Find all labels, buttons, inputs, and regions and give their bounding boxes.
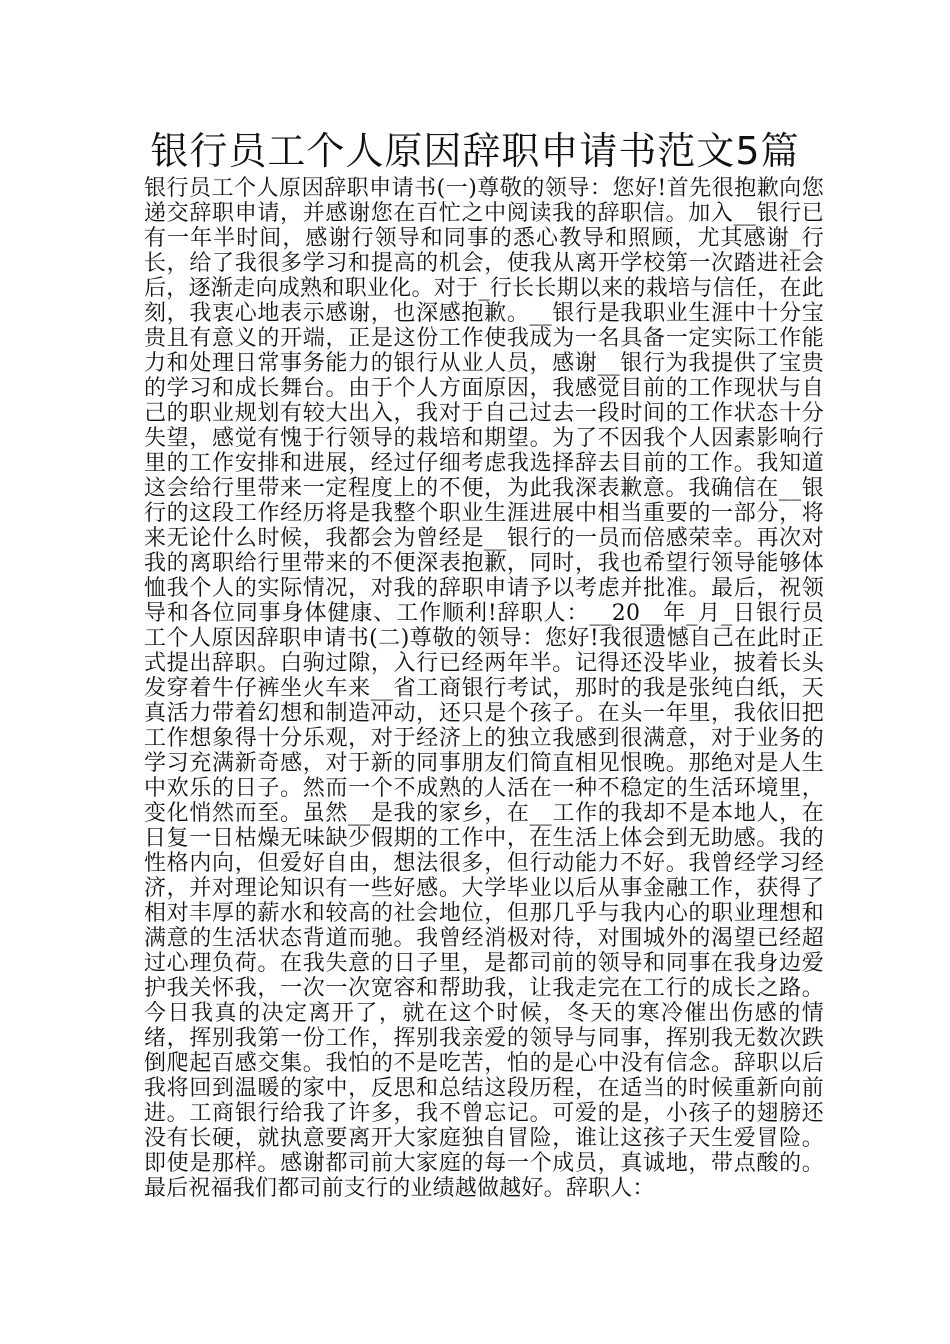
document-body-text: 银行员工个人原因辞职申请书(一)尊敬的领导：您好!首先很抱歉向您递交辞职申请，并感谢您在百忙之中阅读我的辞职信。加入__银行已有一年半时间，感谢行领导和同事的悉心教导和照顾，尤其感谢_行长，给了我很多学习和提高的机会，使我从离开学校第一次踏进社会后，逐渐走向成熟和职业化。对于_行长长期以来的栽培与信任，在此刻，我衷心地表示感谢，也深感抱歉。__银行是我职业生涯中十分宝贵且有意义的开端，正是这份工作使我成为一名具备一定实际工作能力和处理日常事务能力的银行从业人员，感谢__银行为我提供了宝贵的学习和成长舞台。由于个人方面原因，我感觉目前的工作现状与自己的职业规划有较大出入，我对于自己过去一段时间的工作状态十分失望，感觉有愧于行领导的栽培和期望。为了不因我个人因素影响行里的工作安排和进展，经过仔细考虑我选择辞去目前的工作。我知道这会给行里带来一定程度上的不便，为此我深表歉意。我确信在__银行的这段工作经历将是我整个职业生涯进展中相当重要的一部分，将来无论什么时候，我都会为曾经是__银行的一员而倍感荣幸。再次对我的离职给行里带来的不便深表抱歉，同时，我也希望行领导能够体恤我个人的实际情况，对我的辞职申请予以考虑并批准。最后，祝领导和各位同事身体健康、工作顺利!辞职人：__20__年_月_日银行员工个人原因辞职申请书(二)尊敬的领导：您好!我很遗憾自己在此时正式提出辞职。白驹过隙，入行已经两年半。记得还没毕业，披着长头发穿着牛仔裤坐火车来__省工商银行考试，那时的我是张纯白纸，天真活力带着幻想和制造冲动，还只是个孩子。在头一年里，我依旧把工作想象得十分乐观，对于经济上的独立我感到很满意，对于业务的学习充满新奇感，对于新的同事朋友们简直相见恨晚。那绝对是人生中欢乐的日子。然而一个不成熟的人活在一种不稳定的生活环境里，变化悄然而至。虽然__是我的家乡，在__工作的我却不是本地人，在日复一日枯燥无味缺少假期的工作中，在生活上体会到无助感。我的性格内向，但爱好自由，想法很多，但行动能力不好。我曾经学习经济，并对理论知识有一些好感。大学毕业以后从事金融工作，获得了相对丰厚的薪水和较高的社会地位，但那几乎与我内心的职业理想和满意的生活状态背道而驰。我曾经消极对待，对围城外的渴望已经超过心理负荷。在我失意的日子里，是都司前的领导和同事在我身边爱护我关怀我，一次一次宽容和帮助我，让我走完在工行的成长之路。今日我真的决定离开了，就在这个时候，冬天的寒冷催出伤感的情绪，挥别我第一份工作，挥别我亲爱的领导与同事，挥别我无数次跌倒爬起百感交集。我怕的不是吃苦，怕的是心中没有信念。辞职以后我将回到温暖的家中，反思和总结这段历程，在适当的时候重新向前进。工商银行给我了许多，我不曾忘记。可爱的是，小孩子的翅膀还没有长硬，就执意要离开大家庭独自冒险，谁让这孩子天生爱冒险。即使是那样。感谢都司前大家庭的每一个成员，真诚地，带点酸的。最后祝福我们都司前支行的业绩越做越好。辞职人： <box>144 176 824 1201</box>
document-title: 银行员工个人原因辞职申请书范文5篇 <box>150 129 800 173</box>
